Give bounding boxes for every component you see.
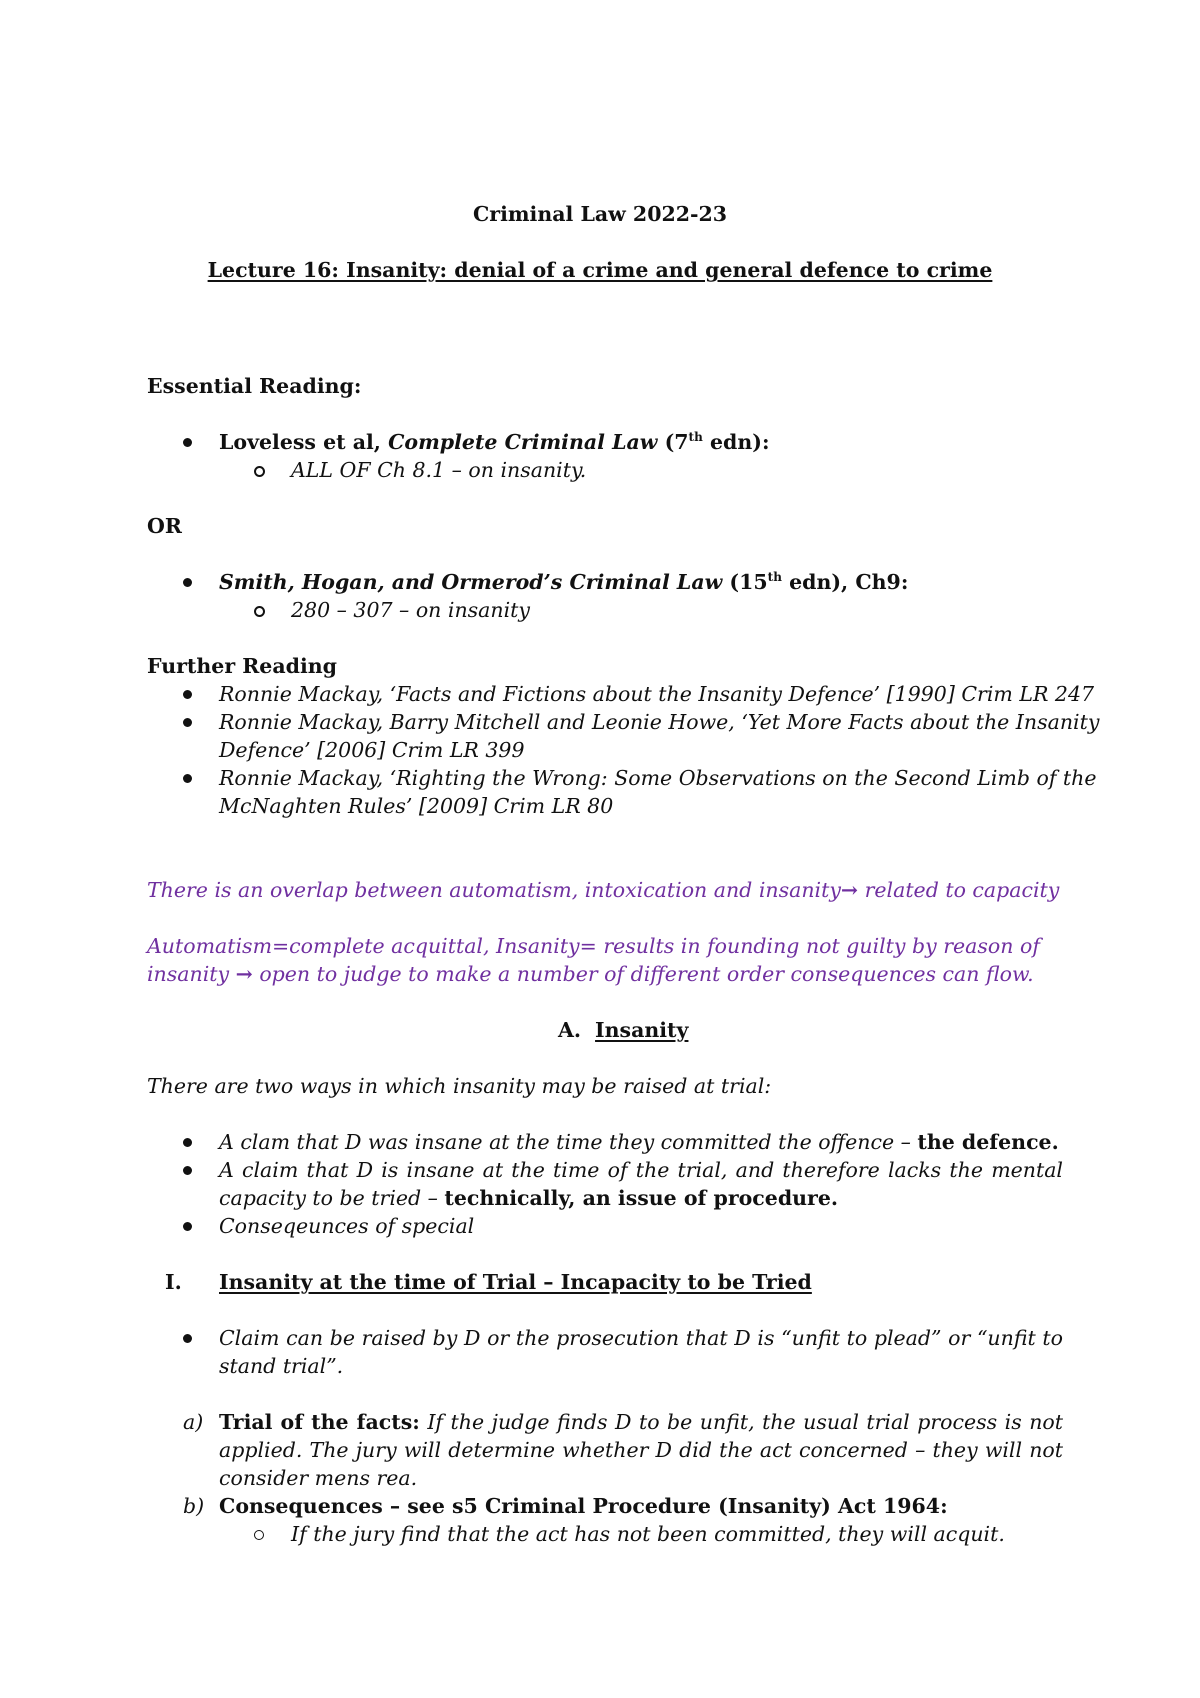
bullet-icon: [183, 774, 192, 783]
essential-item-loveless-detail: ALL OF Ch 8.1 – on insanity.: [291, 458, 587, 482]
further-reading-heading: Further Reading: [147, 654, 337, 678]
list-marker-a: a): [183, 1410, 204, 1434]
section-a-heading: A. Insanity: [558, 1018, 689, 1042]
further-reading-item: Ronnie Mackay, ‘Facts and Fictions about the Insanity Defence’ [1990] Crim LR 247: [219, 682, 1095, 706]
bullet-icon: [183, 438, 192, 447]
or-label: OR: [147, 514, 182, 538]
essential-item-loveless: Loveless et al, Complete Criminal Law (7th edn):: [219, 430, 770, 454]
bullet-icon: [183, 690, 192, 699]
consequences-acquit: If the jury find that the act has not been committed, they will acquit.: [291, 1522, 1005, 1546]
bullet-icon: [183, 718, 192, 727]
trial-of-facts-line3: consider mens rea.: [219, 1466, 418, 1490]
section-a-bullet-procedure-line1: A claim that D is insane at the time of the trial, and therefore lacks the mental: [219, 1158, 1063, 1182]
essential-item-smith-hogan-detail: 280 – 307 – on insanity: [291, 598, 530, 622]
section-i-heading: Insanity at the time of Trial – Incapacity to be Tried: [219, 1270, 812, 1294]
section-i-bullet-line1: Claim can be raised by D or the prosecution that D is “unfit to plead” or “unfit to: [219, 1326, 1063, 1350]
essential-item-smith-hogan: Smith, Hogan, and Ormerod’s Criminal Law (15th edn), Ch9:: [219, 570, 909, 594]
further-reading-item: Ronnie Mackay, ‘Righting the Wrong: Some Observations on the Second Limb of the: [219, 766, 1097, 790]
overlap-note: There is an overlap between automatism, intoxication and insanity→ related to capacity: [147, 878, 1060, 902]
further-reading-item-cont: Defence’ [2006] Crim LR 399: [219, 738, 525, 762]
trial-of-facts-line2: applied. The jury will determine whether D did the act concerned – they will not: [219, 1438, 1063, 1462]
section-a-bullet-defence: A clam that D was insane at the time they committed the offence – the defence.: [219, 1130, 1059, 1154]
sub-bullet-icon: [254, 1530, 264, 1540]
essential-reading-heading: Essential Reading:: [147, 374, 362, 398]
document-title: Criminal Law 2022-23: [472, 202, 728, 226]
section-i-numeral: I.: [165, 1270, 182, 1294]
sub-bullet-icon: [254, 606, 265, 617]
bullet-icon: [183, 1166, 192, 1175]
automatism-note-line2: insanity → open to judge to make a number of different order consequences can flow.: [147, 962, 1034, 986]
sub-bullet-icon: [254, 466, 265, 477]
bullet-icon: [183, 1222, 192, 1231]
lecture-subtitle: Lecture 16: Insanity: denial of a crime and general defence to crime: [207, 258, 993, 282]
arrow-icon: →: [840, 878, 859, 902]
bullet-icon: [183, 578, 192, 587]
section-a-bullet-consequences: Conseqeunces of special: [219, 1214, 475, 1238]
automatism-note-line1: Automatism=complete acquittal, Insanity= results in founding not guilty by reason of: [147, 934, 1040, 958]
section-a-bullet-procedure-line2: capacity to be tried – technically, an issue of procedure.: [219, 1186, 839, 1210]
trial-of-facts-line1: Trial of the facts: If the judge finds D to be unfit, the usual trial process is not: [219, 1410, 1063, 1434]
bullet-icon: [183, 1334, 192, 1343]
bullet-icon: [183, 1138, 192, 1147]
arrow-icon: →: [235, 962, 253, 986]
section-a-intro: There are two ways in which insanity may be raised at trial:: [147, 1074, 772, 1098]
further-reading-item-cont: McNaghten Rules’ [2009] Crim LR 80: [219, 794, 614, 818]
consequences-heading: Consequences – see s5 Criminal Procedure (Insanity) Act 1964:: [219, 1494, 948, 1518]
further-reading-item: Ronnie Mackay, Barry Mitchell and Leonie Howe, ‘Yet More Facts about the Insanity: [219, 710, 1100, 734]
list-marker-b: b): [183, 1494, 205, 1518]
section-i-bullet-line2: stand trial”.: [219, 1354, 344, 1378]
